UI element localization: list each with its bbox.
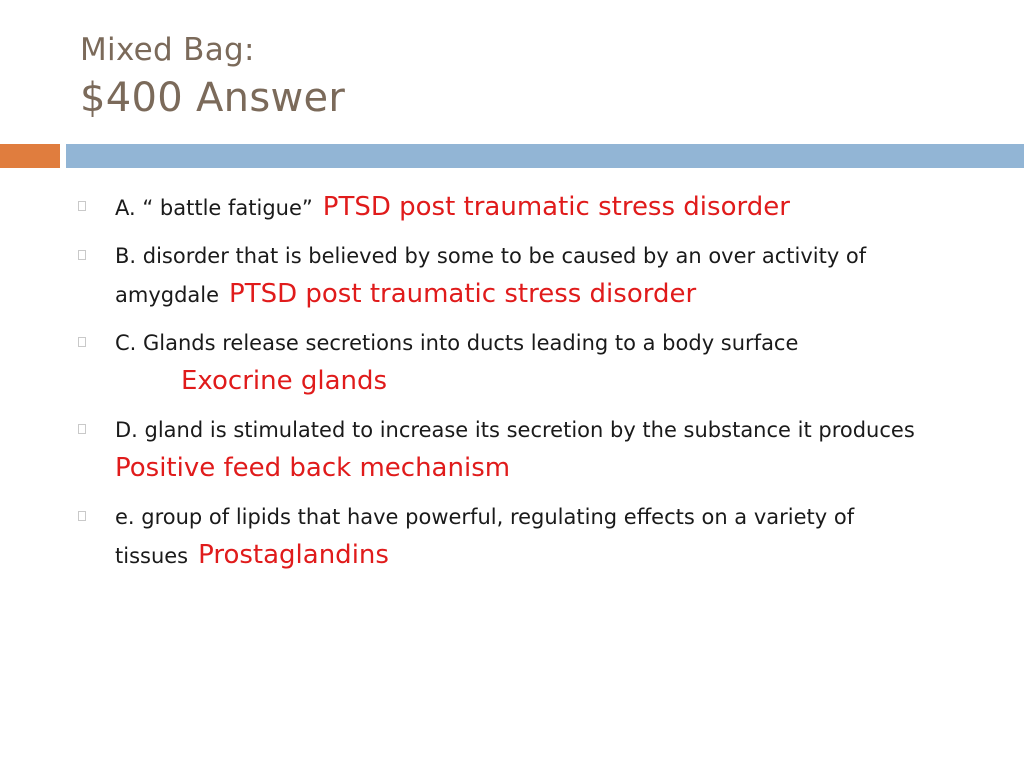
bullet-marker-icon: [78, 424, 86, 434]
title-line-2: $400 Answer: [80, 75, 346, 121]
question-text: D. gland is stimulated to increase its secretion by the substance it produces: [115, 418, 915, 442]
answer-text: PTSD post traumatic stress disorder: [229, 279, 697, 309]
bullet-item-a: [78, 188, 978, 227]
answer-text: Prostaglandins: [198, 540, 389, 570]
bullet-list: [78, 188, 978, 585]
accent-bar-orange: [0, 144, 60, 168]
bullet-item-c: [78, 324, 978, 401]
bullet-item-b: [78, 237, 978, 314]
question-text: A. “ battle fatigue”: [115, 196, 313, 220]
question-text: C. Glands release secretions into ducts leading to a body surface: [115, 331, 799, 355]
bullet-marker-icon: [78, 250, 86, 260]
bullet-item-d: [78, 411, 978, 488]
answer-text: Positive feed back mechanism: [115, 453, 511, 483]
answer-text: Exocrine glands: [181, 366, 388, 396]
bullet-marker-icon: [78, 201, 86, 211]
answer-text: PTSD post traumatic stress disorder: [322, 192, 790, 222]
question-text-line-2: amygdale: [115, 283, 220, 307]
title-line-1: Mixed Bag:: [80, 32, 255, 68]
bullet-item-e: [78, 498, 978, 575]
question-text-line-1: B. disorder that is believed by some to be caused by an over activity of: [115, 244, 867, 268]
question-text-line-1: e. group of lipids that have powerful, regulating effects on a variety of: [115, 505, 855, 529]
bullet-marker-icon: [78, 511, 86, 521]
slide-title: [80, 30, 345, 126]
accent-bar-blue: [66, 144, 1024, 168]
bullet-marker-icon: [78, 337, 86, 347]
question-text-line-2: tissues: [115, 544, 189, 568]
